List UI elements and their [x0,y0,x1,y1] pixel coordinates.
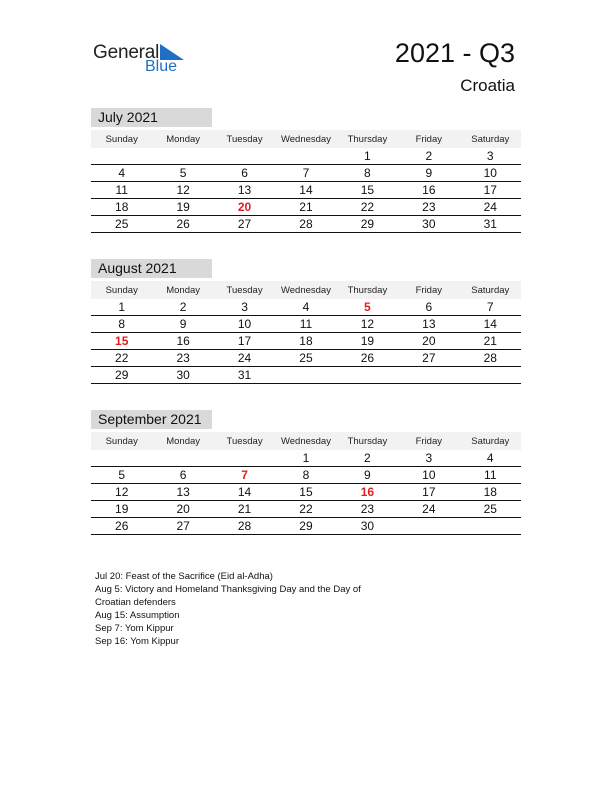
holiday-notes [95,570,395,648]
day-cell: 24 [214,350,275,367]
day-cell: 7 [275,165,336,182]
week-row [91,182,521,199]
day-cell: 14 [214,484,275,501]
empty-day-cell [91,148,152,165]
weekday-label: Wednesday [275,130,336,148]
calendar-table [91,432,521,535]
weekday-header-row [91,281,521,299]
day-cell: 8 [91,316,152,333]
weekday-label: Thursday [337,130,398,148]
day-cell: 29 [275,518,336,535]
weekday-label: Monday [152,432,213,450]
weekday-label: Friday [398,130,459,148]
day-cell: 24 [398,501,459,518]
holiday-note: Croatian defenders [95,597,176,608]
day-cell: 6 [152,467,213,484]
week-row [91,467,521,484]
day-cell: 21 [275,199,336,216]
weekday-label: Wednesday [275,281,336,299]
day-cell: 25 [275,350,336,367]
day-cell: 4 [275,299,336,316]
day-cell: 1 [275,450,336,467]
day-cell: 31 [214,367,275,384]
day-cell: 9 [398,165,459,182]
day-cell: 1 [91,299,152,316]
day-cell: 9 [152,316,213,333]
week-row [91,450,521,467]
holiday-day-cell: 20 [214,199,275,216]
empty-day-cell [214,148,275,165]
week-row [91,148,521,165]
day-cell: 2 [152,299,213,316]
holiday-note: Sep 16: Yom Kippur [95,636,179,647]
weekday-header-row [91,130,521,148]
holiday-note: Aug 5: Victory and Homeland Thanksgiving Day and the Day of [95,584,361,595]
holiday-day-cell: 16 [337,484,398,501]
day-cell: 20 [152,501,213,518]
empty-day-cell [398,367,459,384]
day-cell: 25 [460,501,521,518]
day-cell: 15 [275,484,336,501]
week-row [91,501,521,518]
day-cell: 4 [460,450,521,467]
day-cell: 5 [91,467,152,484]
holiday-note: Aug 15: Assumption [95,610,180,621]
month-title: September 2021 [91,410,212,429]
day-cell: 13 [214,182,275,199]
month-title: August 2021 [91,259,212,278]
empty-day-cell [460,518,521,535]
holiday-day-cell: 5 [337,299,398,316]
day-cell: 23 [398,199,459,216]
day-cell: 30 [152,367,213,384]
week-row [91,199,521,216]
day-cell: 19 [337,333,398,350]
weekday-header-row [91,432,521,450]
day-cell: 27 [398,350,459,367]
day-cell: 14 [460,316,521,333]
week-row [91,299,521,316]
empty-day-cell [275,367,336,384]
day-cell: 3 [214,299,275,316]
day-cell: 19 [91,501,152,518]
weekday-label: Monday [152,130,213,148]
day-cell: 6 [398,299,459,316]
day-cell: 30 [337,518,398,535]
day-cell: 28 [214,518,275,535]
day-cell: 23 [337,501,398,518]
day-cell: 21 [214,501,275,518]
weekday-label: Wednesday [275,432,336,450]
day-cell: 8 [337,165,398,182]
month-block-august [91,259,521,384]
day-cell: 17 [214,333,275,350]
day-cell: 24 [460,199,521,216]
logo-blue-text: Blue [145,58,178,75]
weekday-label: Monday [152,281,213,299]
day-cell: 13 [398,316,459,333]
weekday-label: Thursday [337,432,398,450]
day-cell: 22 [91,350,152,367]
day-cell: 19 [152,199,213,216]
day-cell: 18 [91,199,152,216]
holiday-note: Jul 20: Feast of the Sacrifice (Eid al-Adha) [95,571,273,582]
day-cell: 27 [152,518,213,535]
day-cell: 3 [460,148,521,165]
day-cell: 2 [337,450,398,467]
day-cell: 9 [337,467,398,484]
week-row [91,165,521,182]
day-cell: 6 [214,165,275,182]
day-cell: 25 [91,216,152,233]
weekday-label: Tuesday [214,130,275,148]
day-cell: 16 [398,182,459,199]
week-row [91,350,521,367]
page-title: 2021 - Q3 [394,38,515,68]
day-cell: 27 [214,216,275,233]
empty-day-cell [398,518,459,535]
week-row [91,216,521,233]
holiday-day-cell: 15 [91,333,152,350]
day-cell: 11 [460,467,521,484]
day-cell: 11 [275,316,336,333]
day-cell: 26 [152,216,213,233]
weekday-label: Tuesday [214,281,275,299]
day-cell: 12 [337,316,398,333]
weekday-label: Friday [398,281,459,299]
weekday-label: Friday [398,432,459,450]
day-cell: 4 [91,165,152,182]
day-cell: 21 [460,333,521,350]
week-row [91,333,521,350]
month-title: July 2021 [91,108,212,127]
empty-day-cell [152,450,213,467]
weekday-label: Saturday [460,281,521,299]
day-cell: 26 [91,518,152,535]
day-cell: 17 [398,484,459,501]
day-cell: 3 [398,450,459,467]
week-row [91,367,521,384]
day-cell: 12 [91,484,152,501]
day-cell: 15 [337,182,398,199]
country-name: Croatia [460,76,515,95]
day-cell: 18 [275,333,336,350]
day-cell: 23 [152,350,213,367]
day-cell: 28 [460,350,521,367]
day-cell: 10 [398,467,459,484]
day-cell: 29 [337,216,398,233]
empty-day-cell [337,367,398,384]
day-cell: 14 [275,182,336,199]
day-cell: 10 [460,165,521,182]
week-row [91,316,521,333]
day-cell: 8 [275,467,336,484]
empty-day-cell [275,148,336,165]
day-cell: 16 [152,333,213,350]
calendar-table [91,281,521,384]
day-cell: 20 [398,333,459,350]
brand-logo [93,40,193,80]
day-cell: 1 [337,148,398,165]
holiday-day-cell: 7 [214,467,275,484]
day-cell: 7 [460,299,521,316]
empty-day-cell [91,450,152,467]
calendar-table [91,130,521,233]
empty-day-cell [214,450,275,467]
weekday-label: Sunday [91,130,152,148]
day-cell: 13 [152,484,213,501]
week-row [91,518,521,535]
empty-day-cell [152,148,213,165]
day-cell: 10 [214,316,275,333]
day-cell: 5 [152,165,213,182]
logo-general-text: General [93,42,160,63]
month-block-september [91,410,521,535]
day-cell: 31 [460,216,521,233]
day-cell: 12 [152,182,213,199]
week-row [91,484,521,501]
holiday-note: Sep 7: Yom Kippur [95,623,174,634]
weekday-label: Saturday [460,432,521,450]
empty-day-cell [460,367,521,384]
weekday-label: Tuesday [214,432,275,450]
day-cell: 26 [337,350,398,367]
weekday-label: Sunday [91,281,152,299]
weekday-label: Saturday [460,130,521,148]
day-cell: 18 [460,484,521,501]
weekday-label: Thursday [337,281,398,299]
month-block-july [91,108,521,233]
day-cell: 28 [275,216,336,233]
day-cell: 11 [91,182,152,199]
day-cell: 22 [337,199,398,216]
day-cell: 17 [460,182,521,199]
day-cell: 2 [398,148,459,165]
day-cell: 22 [275,501,336,518]
day-cell: 30 [398,216,459,233]
weekday-label: Sunday [91,432,152,450]
day-cell: 29 [91,367,152,384]
